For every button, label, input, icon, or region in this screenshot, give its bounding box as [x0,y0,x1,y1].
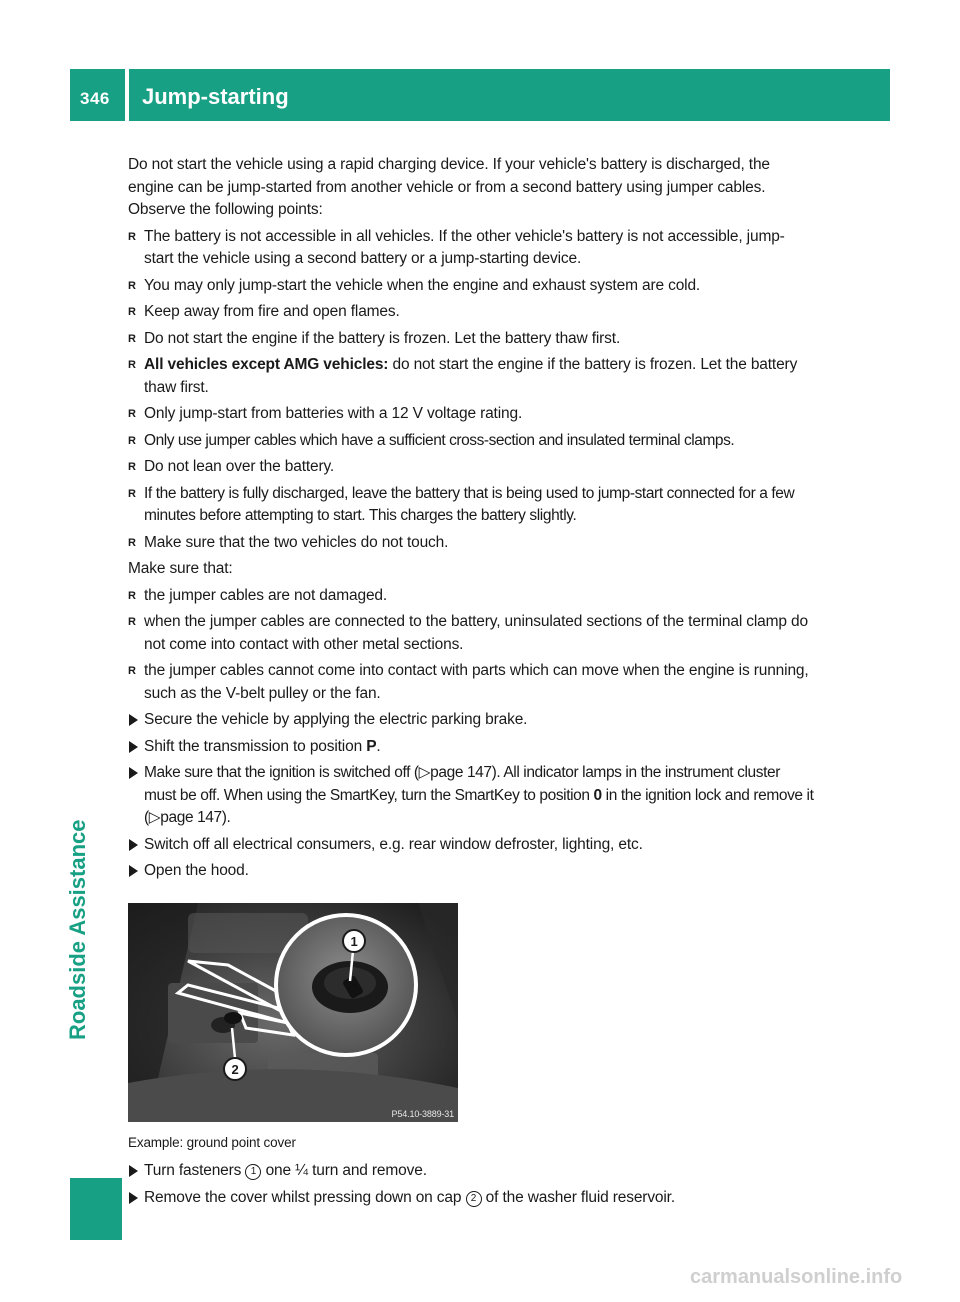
make-sure-list [128,585,814,706]
bullet-icon: R [128,487,136,500]
step-item: Secure the vehicle by applying the electric parking brake. [128,709,814,732]
figure-code: P54.10-3889-31 [391,1108,454,1119]
step-item: Switch off all electrical consumers, e.g. rear window defroster, lighting, etc. [128,834,814,857]
make-sure-heading: Make sure that: [128,560,233,577]
step-arrow-icon [129,1165,138,1177]
list-item: R Do not lean over the battery. [128,456,814,479]
list-item: R the jumper cables are not damaged. [128,585,814,608]
bullet-icon: R [128,230,136,243]
step-item: Turn fasteners 1 one ¼ turn and remove. [128,1160,814,1183]
bullet-icon: R [128,359,136,371]
list-item: R Do not start the engine if the battery is frozen. Let the battery thaw first. [128,328,814,351]
figure-callout-2: 2 [231,1061,239,1077]
step-item: Make sure that the ignition is switched off (▷page 147). All indicator lamps in the instrument cluster must be off. When using the SmartKey, turn the SmartKey to position 0 in the ignition lock and remove it (▷page 147). [128,762,814,830]
final-steps-list [128,1160,814,1209]
bullet-icon: R [128,536,136,549]
list-item: R You may only jump-start the vehicle when the engine and exhaust system are cold. [128,275,814,298]
figure-callout-1: 1 [350,933,358,949]
page-ref-arrow-icon: ▷ [418,764,431,781]
list-item: R when the jumper cables are connected to the battery, uninsulated sections of the terminal clamp do not come into contact with other metal sections. [128,613,808,653]
bullet-icon: R [128,434,136,447]
page-ref-arrow-icon: ▷ [148,809,161,826]
step-item: Open the hood. [128,860,814,883]
list-item: R The battery is not accessible in all vehicles. If the other vehicle's battery is not accessible, jump-start the vehicle using a second battery or a jump-starting device. [128,227,785,267]
engine-bay-photo [128,903,458,1122]
list-item: R If the battery is fully discharged, leave the battery that is being used to jump-start connected for a few minutes before attempting to start. This charges the battery slightly. [128,484,795,524]
section-tab-marker [70,1178,122,1240]
page-title: Jump-starting [142,84,289,109]
bullet-icon: R [128,306,136,318]
bullet-icon: R [128,461,136,473]
watermark: carmanualsonline.info [690,1266,903,1288]
step-arrow-icon [129,865,138,877]
step-arrow-icon [129,767,138,779]
bullet-icon: R [128,616,136,628]
bullet-icon: R [128,589,136,602]
list-item: R All vehicles except AMG vehicles: do not start the engine if the battery is frozen. Let the battery thaw first. [128,356,798,396]
bullet-icon: R [128,332,136,345]
list-item: R Only use jumper cables which have a sufficient cross-section and insulated terminal clamps. [128,430,814,453]
intro-paragraph: Do not start the vehicle using a rapid charging device. If your vehicle's battery is discharged, the engine can be jump-started from another vehicle or from a second battery using jumper cables. Observe the following points: [128,156,770,218]
page-content [128,154,814,1213]
step-arrow-icon [129,1192,138,1204]
list-item: R Make sure that the two vehicles do not touch. [128,532,814,555]
section-side-label: Roadside Assistance [65,819,90,1040]
step-arrow-icon [129,714,138,726]
callout-number-2-icon: 2 [466,1191,482,1207]
bullet-icon: R [128,665,136,677]
list-item: R Keep away from fire and open flames. [128,301,814,324]
step-arrow-icon [129,741,138,753]
list-item: R the jumper cables cannot come into contact with parts which can move when the engine is running, such as the V-belt pulley or the fan. [128,662,809,702]
amg-note-label: All vehicles except AMG vehicles: [144,356,389,373]
list-item: R Only jump-start from batteries with a 12 V voltage rating. [128,403,814,426]
engine-bay-illustration [128,903,458,1122]
page-number: 346 [80,89,110,108]
figure-caption: Example: ground point cover [128,1134,296,1150]
bullet-icon: R [128,408,136,420]
bullet-icon: R [128,279,136,292]
step-item: Remove the cover whilst pressing down on cap 2 of the washer fluid reservoir. [128,1187,814,1210]
page-reference-link[interactable]: page 147 [430,764,492,781]
steps-list [128,709,814,883]
header-divider [125,69,129,121]
callout-number-1-icon: 1 [245,1164,261,1180]
page-reference-link[interactable]: page 147 [160,809,222,826]
step-item: Shift the transmission to position P. [128,736,814,759]
step-arrow-icon [129,839,138,851]
safety-points-list [128,226,814,555]
